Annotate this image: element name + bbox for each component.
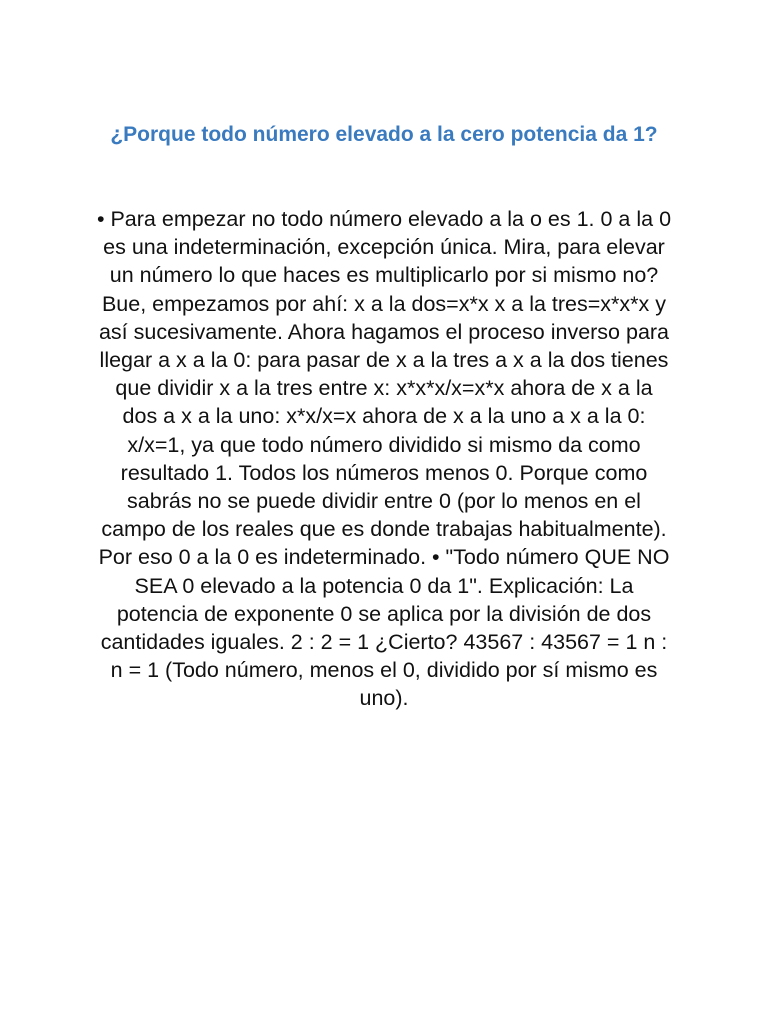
document-body: • Para empezar no todo número elevado a la o es 1. 0 a la 0 es una indeterminación, excepción única. Mira, para elevar un número lo que haces es multiplicarlo por si mismo no? Bue, empezamos por ahí: x a la dos=x*x x a la tres=x*x*x y así sucesivamente. Ahora hagamos el proceso inverso para llegar a x a la 0: para pasar de x a la tres a x a la dos tienes que dividir x a la tres entre x: x*x*x/x=x*x ahora de x a la dos a x a la uno: x*x/x=x ahora de x a la uno a x a la 0: x/x=1, ya que todo número dividido si mismo da como resultado 1. Todos los números menos 0. Porque como sabrás no se puede dividir entre 0 (por lo menos en el campo de los reales que es donde trabajas habitualmente). Por eso 0 a la 0 es indeterminado. • "Todo número QUE NO SEA 0 elevado a la potencia 0 da 1". Explicación: La potencia de exponente 0 se aplica por la división de dos cantidades iguales. 2 : 2 = 1 ¿Cierto? 43567 : 43567 = 1 n : n = 1 (Todo número, menos el 0, dividido por sí mismo es uno). xyxy=(96,207,672,711)
document-title: ¿Porque todo número elevado a la cero potencia da 1? xyxy=(110,123,658,146)
